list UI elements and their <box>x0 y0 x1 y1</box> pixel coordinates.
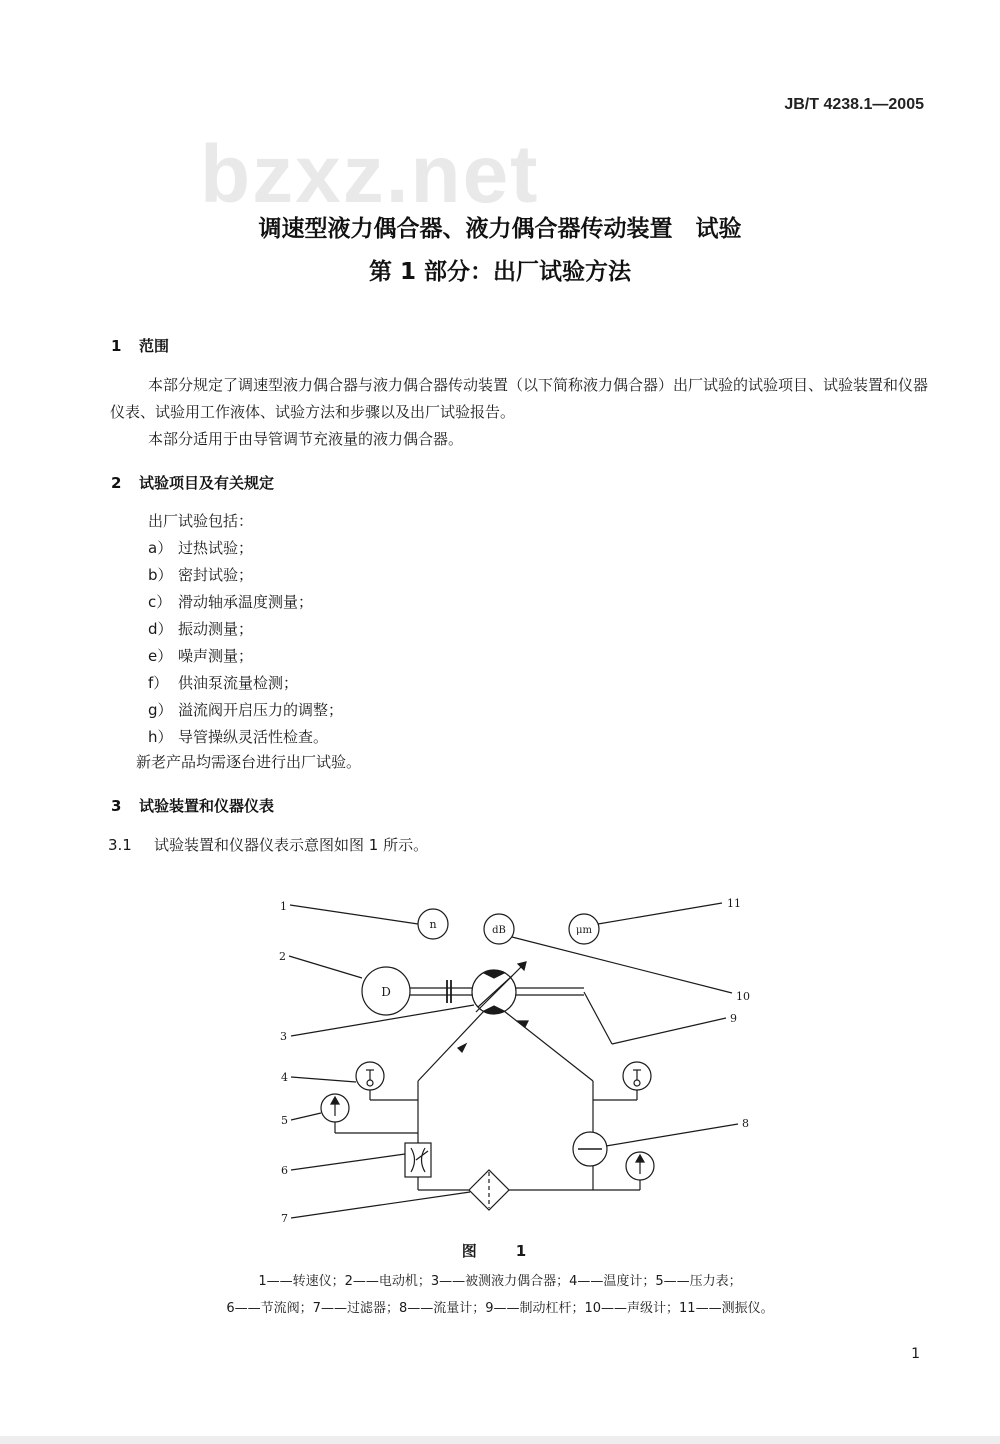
section1-paragraph1: 本部分规定了调速型液力偶合器与液力偶合器传动装置（以下简称液力偶合器）出厂试验的试验项目、试验装置和仪器仪表、试验用工作液体、试验方法和步骤以及出厂试验报告。 <box>110 376 929 421</box>
callout-7: 7 <box>281 1212 288 1225</box>
figure-title: 图 1 <box>461 1242 539 1260</box>
section1-number: 1 <box>111 337 122 355</box>
list-item-label: d） <box>148 620 173 638</box>
section2-intro: 出厂试验包括： <box>148 512 254 530</box>
subsection-3-1-text: 试验装置和仪器仪表示意图如图 1 所示。 <box>154 836 429 854</box>
list-item-text: 滑动轴承温度测量； <box>178 593 314 611</box>
callout-line-10 <box>512 937 732 993</box>
callout-line-9 <box>612 1018 726 1044</box>
list-item-text: 振动测量； <box>178 620 254 638</box>
list-item-text: 密封试验； <box>178 566 254 584</box>
section1-paragraph2: 本部分适用于由导管调节充液量的液力偶合器。 <box>148 430 464 448</box>
callout-2: 2 <box>279 950 286 963</box>
scan-bottom-edge <box>0 1436 1000 1444</box>
subsection-3-1-number: 3.1 <box>108 836 132 854</box>
thermometer-left-icon <box>356 1062 418 1100</box>
callout-line-3 <box>291 1005 474 1036</box>
motor-label: D <box>381 985 391 999</box>
document-title-line2: 第 1 部分：出厂试验方法 <box>368 259 632 285</box>
section3-number: 3 <box>111 797 122 815</box>
callout-line-6 <box>291 1154 405 1170</box>
list-item-label: h） <box>148 728 173 746</box>
figure-legend-line2: 6——节流阀；7——过滤器；8——流量计；9——制动杠杆；10——声级计；11——测振仪。 <box>226 1301 774 1316</box>
section2-note: 新老产品均需逐台进行出厂试验。 <box>136 753 362 771</box>
list-item-label: c） <box>148 593 172 611</box>
flow-meter-icon <box>573 1132 607 1166</box>
brake-lever <box>516 988 612 1044</box>
tachometer-label: n <box>429 918 437 931</box>
oil-piping <box>418 1011 593 1190</box>
list-item-label: g） <box>148 701 173 719</box>
list-item-label: b） <box>148 566 173 584</box>
throttle-valve-icon <box>405 1143 431 1177</box>
callout-4: 4 <box>281 1071 288 1084</box>
list-item-text: 供油泵流量检测； <box>178 674 299 692</box>
callout-1: 1 <box>280 900 287 913</box>
watermark: bzxz.net <box>200 129 540 220</box>
callout-line-1 <box>290 905 418 924</box>
callout-line-7 <box>291 1192 470 1218</box>
list-item-text: 导管操纵灵活性检查。 <box>178 728 329 746</box>
callout-10: 10 <box>736 990 750 1003</box>
callout-9: 9 <box>730 1012 737 1025</box>
shaft-coupling <box>410 980 472 1003</box>
section2-number: 2 <box>111 474 122 492</box>
list-item-text: 噪声测量； <box>178 647 254 665</box>
sound-meter-label: dB <box>492 925 506 936</box>
callout-3: 3 <box>280 1030 287 1043</box>
callout-line-4 <box>291 1077 356 1082</box>
list-item-label: a） <box>148 539 173 557</box>
figure-legend-line1: 1——转速仪；2——电动机；3——被测液力偶合器；4——温度计；5——压力表； <box>258 1274 742 1289</box>
callout-line-2 <box>289 956 362 978</box>
callout-8: 8 <box>742 1117 749 1130</box>
vibrometer-label: μm <box>576 925 592 936</box>
section1-title: 范围 <box>139 337 170 355</box>
page-number: 1 <box>911 1346 920 1362</box>
section2-title: 试验项目及有关规定 <box>139 474 275 492</box>
callout-line-5 <box>291 1113 321 1120</box>
callout-line-11 <box>598 903 722 924</box>
section3-title: 试验装置和仪器仪表 <box>139 797 275 815</box>
thermometer-right-icon <box>593 1062 651 1100</box>
callout-5: 5 <box>281 1114 288 1127</box>
list-item-label: f） <box>148 674 169 692</box>
callout-11: 11 <box>727 897 741 910</box>
document-title-line1: 调速型液力偶合器、液力偶合器传动装置 试验 <box>258 216 742 242</box>
filter-icon <box>469 1170 509 1210</box>
list-item-label: e） <box>148 647 173 665</box>
callout-line-8 <box>606 1124 738 1146</box>
list-item-text: 溢流阀开启压力的调整； <box>178 701 344 719</box>
callout-6: 6 <box>281 1164 288 1177</box>
standard-number: JB/T 4238.1—2005 <box>784 96 924 113</box>
list-item-text: 过热试验； <box>178 539 254 557</box>
